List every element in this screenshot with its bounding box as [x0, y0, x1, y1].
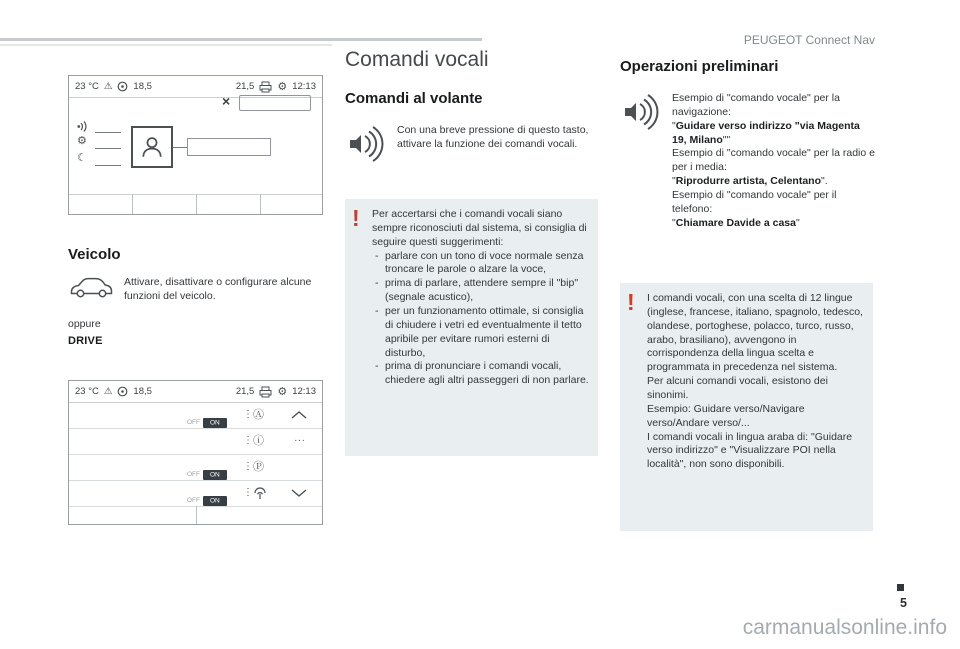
circle-i-icon: ⓘ	[253, 435, 264, 447]
status-value-left: 18,5	[133, 386, 152, 397]
antenna-icon	[253, 487, 267, 499]
on-off-toggle: OFF ON	[187, 463, 227, 481]
section-title-comandi-al-volante: Comandi al volante	[345, 90, 483, 107]
settings-gear-icon: ⚙	[277, 386, 288, 398]
circle-a-icon: Ⓐ	[253, 409, 264, 421]
warning-paragraph: Per alcuni comandi vocali, esistono dei sinonimi.	[647, 375, 828, 402]
connector-line	[173, 147, 187, 148]
outside-temperature: 23 °C	[75, 81, 99, 92]
chevron-up-icon	[291, 411, 309, 419]
voice-command-icon	[620, 92, 660, 132]
warning-exclamation-icon: !	[352, 205, 360, 231]
status-value-right: 21,5	[235, 81, 255, 92]
bottom-bar-divider	[260, 195, 261, 214]
printer-icon	[259, 81, 272, 93]
function-row	[69, 481, 322, 507]
voice-command-intro	[345, 124, 598, 164]
voice-command-icon	[345, 124, 385, 164]
status-value-right: 21,5	[235, 386, 255, 397]
warning-bullet: - parlare con un tono di voce normale senza troncare le parole o alzare la voce,	[375, 249, 584, 276]
warning-bullet: - prima di parlare, attendere sempre il "bip" (segnale acustico),	[375, 277, 579, 304]
infotainment-screen-illustration-2	[68, 380, 323, 525]
top-decor-line	[0, 38, 482, 41]
drive-button-label: DRIVE	[68, 335, 103, 347]
bottom-bar-divider	[196, 195, 197, 214]
warning-box-voice-tips	[345, 199, 598, 456]
warning-paragraph: I comandi vocali in lingua araba di: "Guidare verso indirizzo" e "Visualizzare POI nella località", non sono disponibili.	[647, 430, 853, 471]
warning-bullet: - per un funzionamento ottimale, si consiglia di chiudere i vetri ed eventualmente il tetto apribile per evitare rumori esterni di disturbo,	[375, 305, 584, 359]
warning-exclamation-icon: !	[627, 289, 635, 315]
warning-paragraph: Esempio: Guidare verso/Navigare verso/Andare verso/...	[647, 402, 805, 429]
input-field-outline	[187, 138, 271, 156]
status-circle-icon	[117, 81, 128, 92]
menu-dots-icon: ⋮	[243, 409, 253, 420]
warning-bullet-list	[372, 250, 590, 389]
page-number: 5	[900, 596, 907, 610]
more-ellipsis: ...	[294, 433, 306, 444]
status-value-left: 18,5	[133, 81, 152, 92]
on-off-toggle: OFF ON	[187, 411, 227, 429]
warning-bullet: - prima di pronunciare i comandi vocali, chiedere agli altri passeggeri di non parlare.	[375, 360, 589, 387]
screen-bottom-bar	[69, 194, 322, 214]
warning-intro: Per accertarsi che i comandi vocali siano sempre riconosciuti dal sistema, si consiglia di seguire questi suggerimenti:	[372, 208, 587, 248]
vehicle-function-text: Attivare, disattivare o configurare alcune funzioni del veicolo.	[124, 276, 312, 302]
printer-icon	[259, 386, 272, 398]
screen-status-bar	[69, 381, 322, 403]
clock-time: 12:13	[292, 81, 316, 92]
menu-dots-icon: ⋮	[243, 461, 253, 472]
clock-time: 12:13	[292, 386, 316, 397]
chevron-down-icon	[291, 489, 309, 497]
car-icon	[68, 276, 114, 300]
voice-command-intro-text: Con una breve pressione di questo tasto, attivare la funzione dei comandi vocali.	[397, 124, 589, 150]
warning-triangle-icon: ⚠	[103, 81, 113, 92]
driver-profile-frame	[131, 126, 173, 168]
warning-languages-text	[647, 292, 865, 522]
vehicle-function-row	[68, 276, 320, 304]
night-mode-moon-icon: ☾	[77, 152, 87, 164]
voice-examples-text: Esempio di "comando vocale" per la navigazione: "Guidare verso indirizzo "via Magenta 19, Milano"" Esempio di "comando vocale" per la radio e per i media: "Riprodurre artista, Celentano". Esempio di "comando vocale" per il telefono: "Chiamare Davide a casa"	[672, 92, 875, 229]
function-row	[69, 403, 322, 429]
menu-dots-icon: ⋮	[243, 435, 253, 446]
warning-triangle-icon: ⚠	[103, 386, 113, 397]
warning-paragraph: I comandi vocali, con una scelta di 12 lingue (inglese, francese, italiano, spagnolo, tedesco, olandese, portoghese, polacco, turco, russo, arabo, brasiliano), avvengono in corrispondenza della lingua scelta e programmata in precedenza nel sistema.	[647, 292, 863, 374]
top-decor-line-secondary	[0, 44, 332, 46]
media-settings-gear-icon: ⚙	[77, 135, 87, 147]
menu-line	[95, 165, 121, 166]
watermark-text: carmanualsonline.info	[742, 616, 947, 639]
menu-line	[95, 132, 121, 133]
menu-dots-icon: ⋮	[243, 487, 253, 498]
on-off-toggle: OFF ON	[187, 489, 227, 507]
voice-examples-block	[620, 92, 875, 231]
page-title: Comandi vocali	[345, 48, 489, 71]
section-title-operazioni-preliminari: Operazioni preliminari	[620, 58, 779, 75]
circle-p-icon: Ⓟ	[253, 461, 264, 473]
chapter-marker-square	[897, 584, 904, 591]
function-row	[69, 429, 322, 455]
oppure-label: oppure	[68, 318, 101, 330]
section-title-veicolo: Veicolo	[68, 246, 121, 263]
person-icon	[139, 134, 165, 160]
popup-field	[239, 95, 311, 111]
status-circle-icon	[117, 386, 128, 397]
close-icon: ×	[222, 93, 231, 109]
chapter-header: PEUGEOT Connect Nav	[743, 33, 875, 47]
outside-temperature: 23 °C	[75, 386, 99, 397]
voice-shortcut-icon	[77, 120, 90, 133]
settings-gear-icon: ⚙	[277, 81, 288, 93]
screen-bottom-strip	[69, 506, 322, 524]
function-rows	[69, 403, 322, 507]
bottom-bar-divider	[132, 195, 133, 214]
warning-box-languages	[620, 283, 873, 531]
bottom-strip-divider	[196, 506, 197, 524]
function-row	[69, 455, 322, 481]
infotainment-screen-illustration-1	[68, 75, 323, 215]
menu-line	[95, 148, 121, 149]
